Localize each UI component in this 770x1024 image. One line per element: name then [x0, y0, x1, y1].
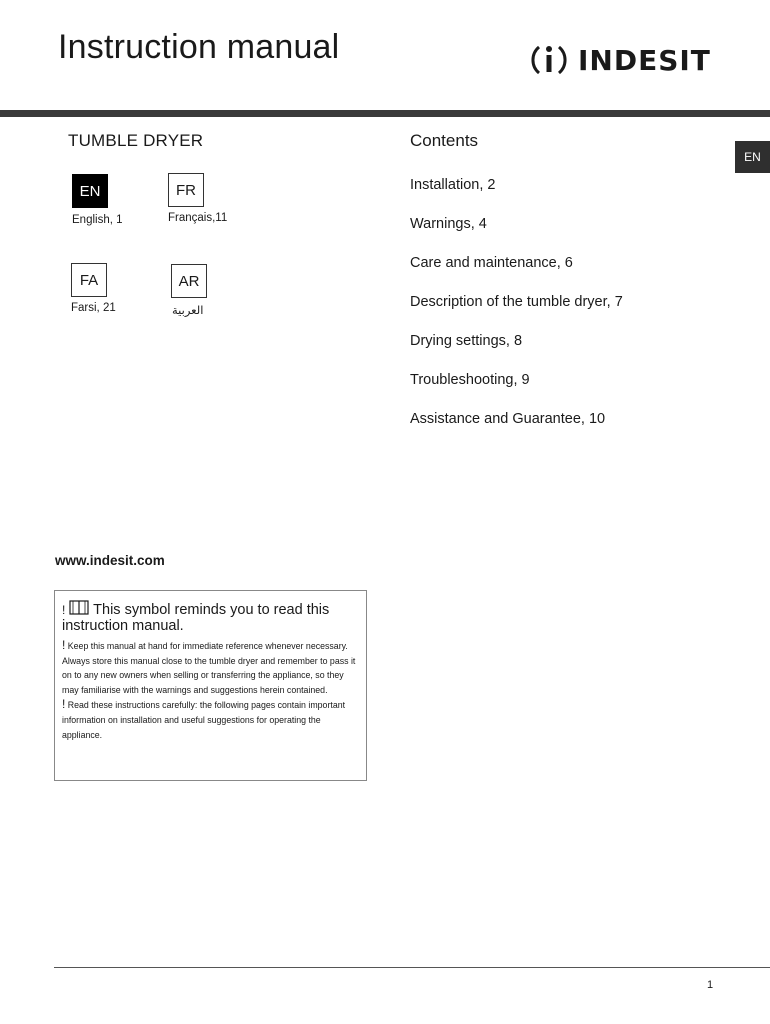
- language-button-en[interactable]: EN: [72, 174, 108, 208]
- exclamation-mark: !: [62, 638, 66, 652]
- language-button-fa[interactable]: FA: [71, 263, 107, 297]
- notice-lead-text: This symbol reminds you to read this instruction manual.: [62, 602, 330, 634]
- product-heading: TUMBLE DRYER: [68, 131, 204, 150]
- indesit-logo-icon: [528, 39, 570, 81]
- footer-divider: [54, 967, 770, 968]
- notice-box: [54, 590, 367, 781]
- table-of-contents: [410, 176, 623, 449]
- language-caption-fa: Farsi, 21: [71, 302, 116, 314]
- brand-name: INDESIT: [578, 43, 711, 77]
- exclamation-mark: !: [62, 697, 66, 712]
- contents-title: Contents: [410, 131, 479, 150]
- toc-item-drying-settings[interactable]: Drying settings, 8: [410, 333, 523, 349]
- toc-item-installation[interactable]: Installation, 2: [410, 177, 496, 193]
- language-caption-ar: العربية: [172, 305, 204, 317]
- notice-lead: [62, 600, 359, 634]
- website-link[interactable]: www.indesit.com: [55, 553, 165, 568]
- toc-item-warnings[interactable]: Warnings, 4: [410, 216, 487, 232]
- toc-item-description[interactable]: Description of the tumble dryer, 7: [410, 294, 623, 310]
- notice-paragraph-keep-text: Keep this manual at hand for immediate reference whenever necessary. Always store this manual close to the tumble dryer and remember to pass it on to any new owners when selling or transferring the appliance, so they may familiarise with the warnings and suggestions herein contained.: [62, 641, 356, 695]
- notice-paragraph-read-text: Read these instructions carefully: the following pages contain important information on installation and useful suggestions for operating the appliance.: [62, 700, 346, 740]
- notice-paragraph-read: [62, 697, 359, 742]
- language-caption-en: English, 1: [72, 214, 123, 226]
- brand-logo: [528, 36, 711, 84]
- language-button-fr[interactable]: FR: [168, 173, 204, 207]
- toc-item-troubleshooting[interactable]: Troubleshooting, 9: [410, 372, 530, 388]
- toc-item-assistance[interactable]: Assistance and Guarantee, 10: [410, 411, 606, 427]
- header-divider: [0, 110, 770, 117]
- language-button-ar[interactable]: AR: [171, 264, 207, 298]
- toc-item-care[interactable]: Care and maintenance, 6: [410, 255, 573, 271]
- page-number: 1: [707, 979, 714, 991]
- language-caption-fr: Français,11: [168, 212, 228, 224]
- exclamation-mark: !: [62, 603, 66, 617]
- book-icon: [69, 600, 89, 615]
- notice-paragraph-keep: [62, 638, 359, 697]
- language-side-tab[interactable]: EN: [735, 141, 770, 173]
- page-title: Instruction manual: [58, 28, 340, 66]
